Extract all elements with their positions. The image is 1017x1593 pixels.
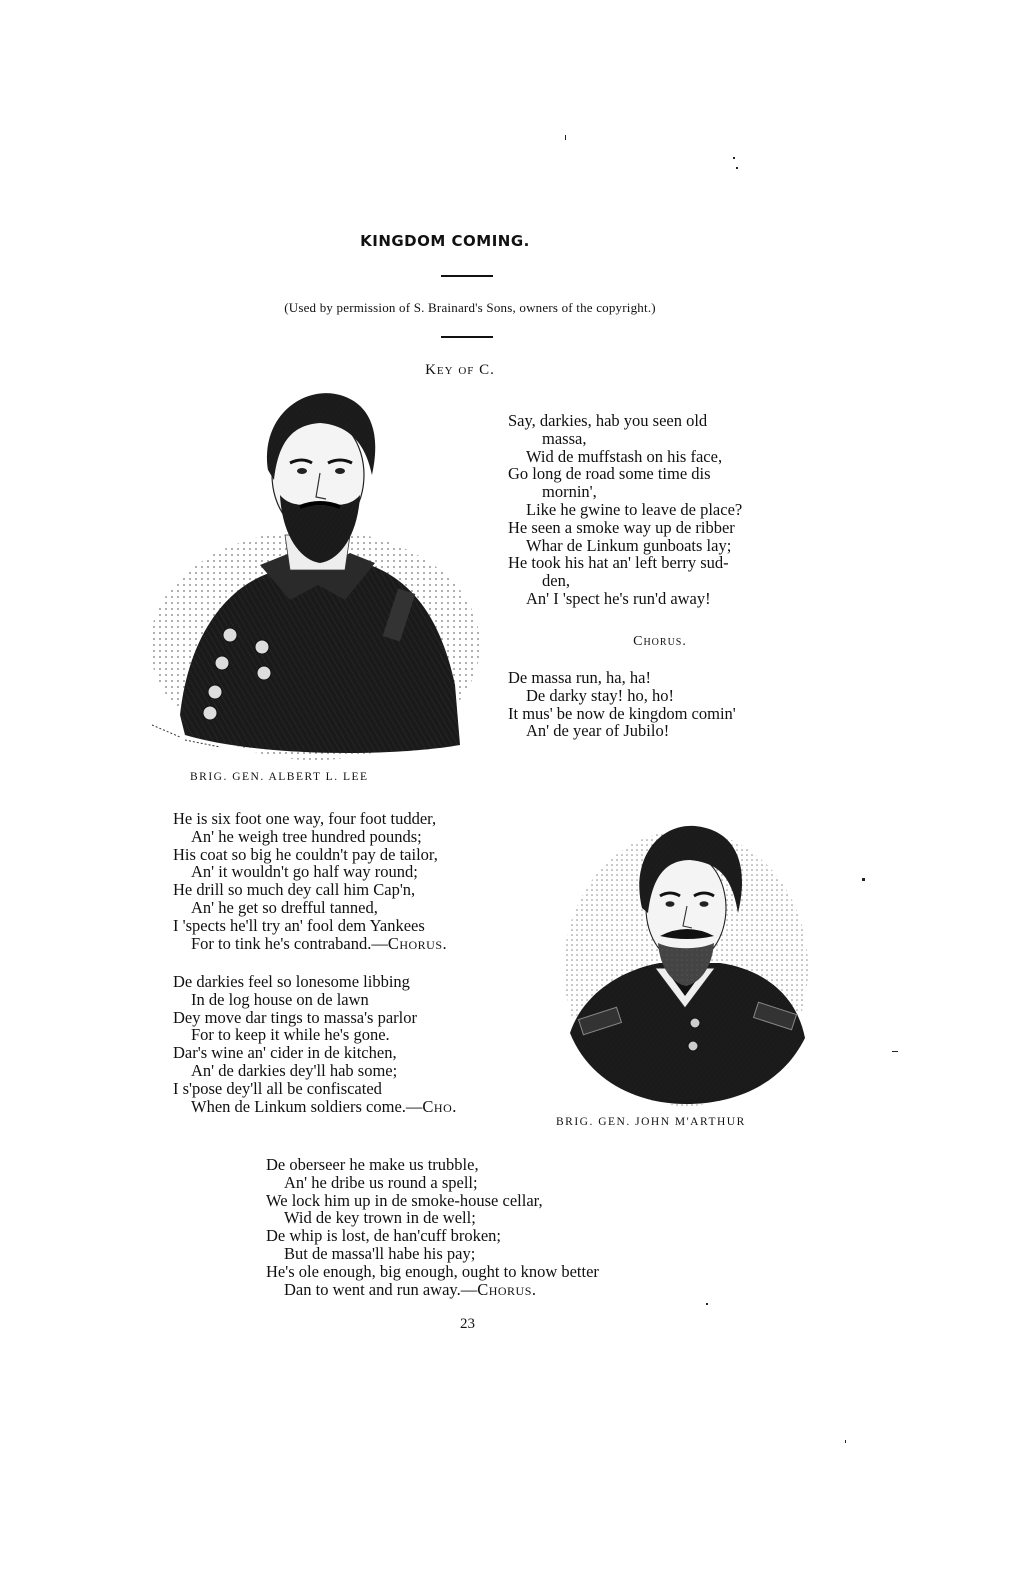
verse-line: Dar's wine an' cider in de kitchen, — [173, 1043, 397, 1063]
caption-albert-lee: BRIG. GEN. ALBERT L. LEE — [190, 771, 369, 783]
copyright-permission: (Used by permission of S. Brainard's Sons, owners of the copyright.) — [284, 300, 656, 315]
verse-line: An' he dribe us round a spell; — [284, 1172, 478, 1192]
verse-line-last — [173, 1098, 457, 1116]
verse-last-text: For to tink he's contraband.— — [191, 933, 388, 953]
scan-speck — [736, 167, 738, 169]
engraving-mcarthur — [560, 818, 812, 1108]
scan-speck — [845, 1440, 846, 1443]
verse-line: I 'spects he'll try an' fool dem Yankees — [173, 915, 425, 935]
chorus-refrain: Chorus. — [387, 933, 448, 953]
verse-line: Whar de Linkum gunboats lay; — [526, 535, 732, 555]
chorus-line: It mus' be now de kingdom comin' — [508, 703, 736, 723]
verse-line: An' it wouldn't go half way round; — [191, 862, 418, 882]
permission-rule — [441, 336, 493, 338]
verse-line: We lock him up in de smoke-house cellar, — [266, 1190, 543, 1210]
verse-line: den, — [542, 571, 570, 591]
verse-line: Wid de key trown in de well; — [284, 1208, 476, 1228]
verse-line: massa, — [542, 428, 587, 448]
verse-line-last — [266, 1281, 599, 1299]
verse-line: He took his hat an' left berry sud- — [508, 553, 729, 573]
chorus-refrain: Chorus. — [477, 1279, 537, 1299]
verse-line: An' he weigh tree hundred pounds; — [191, 826, 422, 846]
verse-last-text: When de Linkum soldiers come.— — [191, 1096, 423, 1116]
song-title: KINGDOM COMING. — [360, 232, 530, 250]
verse-line: He seen a smoke way up de ribber — [508, 517, 735, 537]
chorus-refrain: Cho. — [422, 1096, 457, 1116]
verse-line: He is six foot one way, four foot tudder, — [173, 809, 437, 828]
scan-speck — [733, 157, 735, 159]
portrait-john-mcarthur — [560, 818, 812, 1108]
verse-line: But de massa'll habe his pay; — [284, 1243, 476, 1263]
verse-line: De darkies feel so lonesome libbing — [173, 972, 410, 991]
verse-line: I s'pose dey'll all be confiscated — [173, 1078, 382, 1098]
verse-line: Like he gwine to leave de place? — [526, 499, 743, 519]
verse-line: Dey move dar tings to massa's parlor — [173, 1007, 418, 1027]
verse-line: Wid de muffstash on his face, — [526, 446, 723, 466]
chorus-lines — [508, 669, 736, 740]
verse-line: He's ole enough, big enough, ought to know better — [266, 1261, 599, 1281]
verse-1 — [508, 412, 742, 608]
chorus-line: De massa run, ha, ha! — [508, 668, 651, 687]
verse-line: mornin', — [542, 482, 597, 502]
caption-john-mcarthur: BRIG. GEN. JOHN M'ARTHUR — [556, 1116, 746, 1128]
verse-line: For to keep it while he's gone. — [191, 1025, 390, 1045]
verse-line: Say, darkies, hab you seen old — [508, 411, 708, 430]
verse-line: Go long de road some time dis — [508, 464, 711, 484]
verse-3 — [173, 973, 457, 1115]
music-key: Key of C. — [425, 362, 495, 378]
verse-line: De oberseer he make us trubble, — [266, 1155, 479, 1174]
verse-line: In de log house on de lawn — [191, 989, 369, 1009]
scan-speck — [706, 1303, 708, 1305]
verse-2 — [173, 810, 447, 952]
scan-speck — [892, 1051, 898, 1052]
page-number: 23 — [460, 1316, 475, 1332]
chorus-heading: Chorus. — [633, 634, 687, 649]
verse-line: An' de darkies dey'll hab some; — [191, 1060, 398, 1080]
chorus-line: An' de year of Jubilo! — [526, 721, 670, 741]
engraving-lee — [140, 385, 480, 765]
verse-line-last — [173, 935, 447, 953]
verse-line: His coat so big he couldn't pay de tailor, — [173, 844, 438, 864]
verse-line: He drill so much dey call him Cap'n, — [173, 880, 416, 900]
verse-line: An' I 'spect he's run'd away! — [526, 588, 711, 608]
verse-4 — [266, 1156, 599, 1298]
verse-line: An' he get so drefful tanned, — [191, 897, 378, 917]
verse-last-text: Dan to went and run away.— — [284, 1279, 478, 1299]
chorus-line: De darky stay! ho, ho! — [526, 685, 675, 705]
scan-speck — [565, 135, 566, 140]
scan-speck — [862, 878, 865, 881]
title-rule — [441, 275, 493, 277]
portrait-albert-lee — [140, 385, 480, 765]
verse-line: De whip is lost, de han'cuff broken; — [266, 1226, 501, 1246]
